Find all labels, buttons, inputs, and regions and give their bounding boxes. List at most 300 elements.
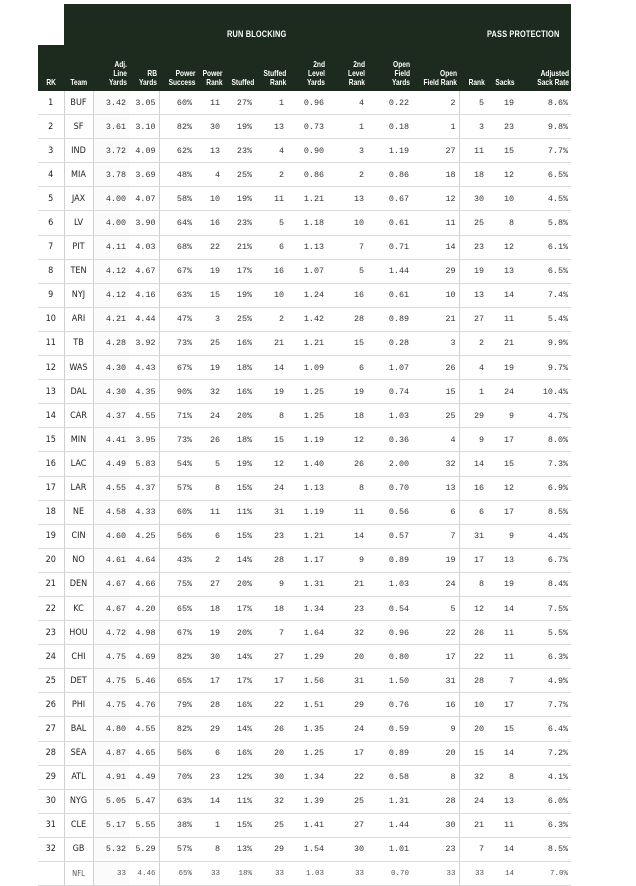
2nd-level-yards-cell: 1.40 [287,452,327,476]
2nd-level-rank-cell: 33 [327,862,367,886]
power-rank-cell: 14 [195,789,223,813]
power-success-cell: 75% [159,572,195,596]
adjusted-sack-rate-cell: 6.4% [517,717,571,741]
open-field-rank-cell: 6 [412,500,459,524]
power-success-cell: 79% [159,693,195,717]
2nd-level-yards-cell: 0.86 [287,163,327,187]
rank-cell: 5 [38,187,64,211]
adj-line-yards-cell: 3.78 [93,163,129,187]
adj-line-yards-cell: 4.30 [93,356,129,380]
open-field-rank-cell: 25 [412,404,459,428]
col-header-2nd-level-rank[interactable]: 2nd Level Rank [327,45,367,91]
2nd-level-rank-cell: 8 [327,476,367,500]
power-success-cell: 38% [159,813,195,837]
adj-line-yards-cell: 3.61 [93,115,129,139]
rank-cell: 13 [38,380,64,404]
stuffed-cell: 16% [223,693,255,717]
2nd-level-yards-cell: 1.34 [287,765,327,789]
adjusted-sack-rate-cell: 7.0% [517,862,571,886]
rb-yards-cell: 4.46 [129,862,159,886]
power-rank-cell: 2 [195,548,223,572]
sacks-cell: 11 [487,621,517,645]
rank-cell: 18 [38,500,64,524]
open-field-rank-cell: 9 [412,717,459,741]
open-field-rank-cell: 7 [412,524,459,548]
adjusted-sack-rate-cell: 7.3% [517,452,571,476]
table-row [38,356,571,380]
adjusted-sack-rate-cell: 6.3% [517,813,571,837]
open-field-yards-cell: 0.80 [367,645,412,669]
rb-yards-cell: 4.55 [129,717,159,741]
pass-rank-cell: 13 [459,283,487,307]
power-success-cell: 62% [159,139,195,163]
rb-yards-cell: 3.95 [129,428,159,452]
2nd-level-rank-cell: 2 [327,163,367,187]
power-success-cell: 67% [159,356,195,380]
rb-yards-cell: 4.64 [129,548,159,572]
col-header-pass-rank[interactable]: Rank [459,45,487,91]
2nd-level-rank-cell: 4 [327,91,367,115]
2nd-level-rank-cell: 3 [327,139,367,163]
rb-yards-cell: 3.69 [129,163,159,187]
rank-cell: 8 [38,259,64,283]
team-cell: CIN [64,524,93,548]
sacks-cell: 14 [487,596,517,620]
table-row [38,235,571,259]
team-cell: LAR [64,476,93,500]
open-field-yards-cell: 1.03 [367,572,412,596]
2nd-level-rank-cell: 12 [327,428,367,452]
2nd-level-yards-cell: 0.90 [287,139,327,163]
team-cell: CLE [64,813,93,837]
adj-line-yards-cell: 4.41 [93,428,129,452]
stuffed-cell: 14% [223,645,255,669]
power-success-cell: 63% [159,283,195,307]
power-rank-cell: 19 [195,259,223,283]
sacks-cell: 13 [487,548,517,572]
open-field-yards-cell: 0.89 [367,741,412,765]
adj-line-yards-cell: 4.75 [93,645,129,669]
rank-cell: 7 [38,235,64,259]
sacks-cell: 12 [487,163,517,187]
stuffed-rank-cell: 20 [255,741,287,765]
adj-line-yards-cell: 4.67 [93,572,129,596]
power-rank-cell: 19 [195,621,223,645]
open-field-yards-cell: 1.44 [367,813,412,837]
open-field-yards-cell: 0.18 [367,115,412,139]
2nd-level-rank-cell: 15 [327,331,367,355]
open-field-rank-cell: 11 [412,211,459,235]
2nd-level-rank-cell: 29 [327,693,367,717]
adjusted-sack-rate-cell: 9.7% [517,356,571,380]
adjusted-sack-rate-cell: 8.6% [517,91,571,115]
col-header-stuffed[interactable]: Stuffed [223,45,255,91]
2nd-level-yards-cell: 1.34 [287,596,327,620]
open-field-yards-cell: 0.86 [367,163,412,187]
pass-rank-cell: 6 [459,500,487,524]
team-cell: NYJ [64,283,93,307]
2nd-level-rank-cell: 14 [327,524,367,548]
rank-cell: 6 [38,211,64,235]
pass-rank-cell: 26 [459,621,487,645]
2nd-level-yards-cell: 1.54 [287,837,327,861]
adjusted-sack-rate-cell: 8.5% [517,500,571,524]
rank-cell: 29 [38,765,64,789]
open-field-rank-cell: 17 [412,645,459,669]
2nd-level-yards-cell: 1.39 [287,789,327,813]
power-rank-cell: 19 [195,356,223,380]
sacks-cell: 7 [487,669,517,693]
col-header-power-rank[interactable]: Power Rank [195,45,223,91]
rb-yards-cell: 4.09 [129,139,159,163]
open-field-rank-cell: 28 [412,789,459,813]
col-header-2nd-level-yards[interactable]: 2nd Level Yards [287,45,327,91]
adj-line-yards-cell: 5.05 [93,789,129,813]
rank-cell: 11 [38,331,64,355]
stuffed-rank-cell: 2 [255,163,287,187]
pass-rank-cell: 5 [459,91,487,115]
rb-yards-cell: 4.20 [129,596,159,620]
2nd-level-rank-cell: 5 [327,259,367,283]
col-header-rank[interactable]: RK [38,45,64,91]
stuffed-rank-cell: 28 [255,548,287,572]
open-field-rank-cell: 20 [412,741,459,765]
stuffed-cell: 12% [223,765,255,789]
power-success-cell: 68% [159,235,195,259]
stuffed-rank-cell: 15 [255,428,287,452]
table-row [38,500,571,524]
sacks-cell: 24 [487,380,517,404]
open-field-rank-cell: 21 [412,307,459,331]
open-field-yards-cell: 0.58 [367,765,412,789]
2nd-level-yards-cell: 1.42 [287,307,327,331]
open-field-rank-cell: 15 [412,380,459,404]
stuffed-rank-cell: 14 [255,356,287,380]
power-success-cell: 71% [159,404,195,428]
stuffed-cell: 18% [223,428,255,452]
adjusted-sack-rate-cell: 8.5% [517,837,571,861]
power-rank-cell: 11 [195,91,223,115]
table-row [38,789,571,813]
2nd-level-yards-cell: 1.09 [287,356,327,380]
adjusted-sack-rate-cell: 5.8% [517,211,571,235]
team-cell: KC [64,596,93,620]
team-cell: CAR [64,404,93,428]
2nd-level-rank-cell: 32 [327,621,367,645]
2nd-level-rank-cell: 28 [327,307,367,331]
table-row [38,813,571,837]
sacks-cell: 19 [487,356,517,380]
table-row [38,693,571,717]
stuffed-rank-cell: 13 [255,115,287,139]
rb-yards-cell: 3.10 [129,115,159,139]
2nd-level-rank-cell: 17 [327,741,367,765]
team-cell: BUF [64,91,93,115]
team-cell: CHI [64,645,93,669]
2nd-level-rank-cell: 30 [327,837,367,861]
sacks-cell: 11 [487,307,517,331]
power-rank-cell: 18 [195,596,223,620]
rb-yards-cell: 5.46 [129,669,159,693]
adj-line-yards-cell: 4.61 [93,548,129,572]
open-field-yards-cell: 1.19 [367,139,412,163]
team-cell: NYG [64,789,93,813]
col-header-open-field-rank[interactable]: Open Field Rank [412,45,459,91]
team-cell: BAL [64,717,93,741]
open-field-yards-cell: 0.28 [367,331,412,355]
sacks-cell: 14 [487,741,517,765]
power-rank-cell: 24 [195,404,223,428]
2nd-level-rank-cell: 16 [327,283,367,307]
team-cell: WAS [64,356,93,380]
stuffed-rank-cell: 21 [255,331,287,355]
power-rank-cell: 17 [195,669,223,693]
power-success-cell: 82% [159,645,195,669]
rank-cell: 21 [38,572,64,596]
power-success-cell: 60% [159,500,195,524]
table-row [38,283,571,307]
open-field-rank-cell: 13 [412,476,459,500]
power-success-cell: 64% [159,211,195,235]
team-cell: HOU [64,621,93,645]
rank-cell: 17 [38,476,64,500]
2nd-level-yards-cell: 1.31 [287,572,327,596]
table-row [38,645,571,669]
adjusted-sack-rate-cell: 6.3% [517,645,571,669]
2nd-level-yards-cell: 1.19 [287,428,327,452]
2nd-level-rank-cell: 7 [327,235,367,259]
stuffed-rank-cell: 9 [255,572,287,596]
stuffed-cell: 19% [223,115,255,139]
open-field-rank-cell: 19 [412,548,459,572]
open-field-yards-cell: 0.96 [367,621,412,645]
stuffed-cell: 15% [223,813,255,837]
open-field-yards-cell: 1.31 [367,789,412,813]
stuffed-cell: 25% [223,307,255,331]
open-field-yards-cell: 0.70 [367,862,412,886]
team-cell: PHI [64,693,93,717]
rb-yards-cell: 4.76 [129,693,159,717]
2nd-level-yards-cell: 1.56 [287,669,327,693]
team-cell: NE [64,500,93,524]
pass-rank-cell: 19 [459,259,487,283]
power-rank-cell: 27 [195,572,223,596]
adj-line-yards-cell: 4.80 [93,717,129,741]
open-field-rank-cell: 3 [412,331,459,355]
pass-rank-cell: 8 [459,572,487,596]
pass-rank-cell: 1 [459,380,487,404]
rb-yards-cell: 3.90 [129,211,159,235]
rb-yards-cell: 4.33 [129,500,159,524]
sacks-cell: 13 [487,789,517,813]
pass-rank-cell: 12 [459,596,487,620]
2nd-level-yards-cell: 1.64 [287,621,327,645]
adj-line-yards-cell: 4.11 [93,235,129,259]
2nd-level-rank-cell: 25 [327,789,367,813]
sacks-cell: 9 [487,524,517,548]
power-success-cell: 57% [159,837,195,861]
sacks-cell: 12 [487,476,517,500]
team-cell: IND [64,139,93,163]
open-field-yards-cell: 0.56 [367,500,412,524]
rb-yards-cell: 4.67 [129,259,159,283]
open-field-yards-cell: 0.22 [367,91,412,115]
adj-line-yards-cell: 4.55 [93,476,129,500]
rank-cell: 23 [38,621,64,645]
table-row [38,380,571,404]
col-header-adjusted-sack-rate[interactable]: Adjusted Sack Rate [517,45,571,91]
table-body [38,91,571,886]
power-success-cell: 48% [159,163,195,187]
col-header-adj-line-yards[interactable]: Adj. Line Yards [93,45,129,91]
open-field-rank-cell: 2 [412,91,459,115]
stuffed-rank-cell: 2 [255,307,287,331]
pass-rank-cell: 7 [459,837,487,861]
adj-line-yards-cell: 5.17 [93,813,129,837]
offensive-line-stats-table [38,45,571,886]
open-field-rank-cell: 24 [412,572,459,596]
col-header-power-success[interactable]: Power Success [159,45,195,91]
sacks-cell: 17 [487,500,517,524]
rank-cell: 4 [38,163,64,187]
pass-rank-cell: 14 [459,452,487,476]
power-success-cell: 90% [159,380,195,404]
power-success-cell: 47% [159,307,195,331]
power-success-cell: 58% [159,187,195,211]
stuffed-cell: 27% [223,91,255,115]
table-row [38,669,571,693]
team-cell: ATL [64,765,93,789]
team-cell: SF [64,115,93,139]
stuffed-cell: 18% [223,862,255,886]
stuffed-cell: 11% [223,500,255,524]
rank-cell: 1 [38,91,64,115]
stuffed-cell: 13% [223,837,255,861]
2nd-level-rank-cell: 27 [327,813,367,837]
rank-cell: 32 [38,837,64,861]
rank-cell: 14 [38,404,64,428]
team-cell: MIA [64,163,93,187]
adj-line-yards-cell: 4.58 [93,500,129,524]
2nd-level-rank-cell: 6 [327,356,367,380]
rank-cell: 20 [38,548,64,572]
table-row [38,139,571,163]
pass-rank-cell: 28 [459,669,487,693]
col-header-sacks[interactable]: Sacks [487,45,517,91]
table-row [38,548,571,572]
power-success-cell: 57% [159,476,195,500]
rb-yards-cell: 4.44 [129,307,159,331]
sacks-cell: 19 [487,572,517,596]
table-row [38,621,571,645]
rb-yards-cell: 3.05 [129,91,159,115]
stuffed-rank-cell: 27 [255,645,287,669]
pass-rank-cell: 29 [459,404,487,428]
2nd-level-yards-cell: 0.96 [287,91,327,115]
stuffed-cell: 16% [223,741,255,765]
2nd-level-yards-cell: 1.21 [287,524,327,548]
open-field-yards-cell: 0.61 [367,283,412,307]
team-cell: TB [64,331,93,355]
adjusted-sack-rate-cell: 6.0% [517,789,571,813]
2nd-level-rank-cell: 11 [327,500,367,524]
stuffed-rank-cell: 31 [255,500,287,524]
adjusted-sack-rate-cell: 7.2% [517,741,571,765]
col-header-stuffed-rank[interactable]: Stuffed Rank [255,45,287,91]
stuffed-cell: 18% [223,356,255,380]
2nd-level-yards-cell: 1.21 [287,187,327,211]
power-success-cell: 65% [159,596,195,620]
stuffed-cell: 15% [223,476,255,500]
adjusted-sack-rate-cell: 6.1% [517,235,571,259]
open-field-yards-cell: 0.59 [367,717,412,741]
open-field-rank-cell: 31 [412,669,459,693]
stuffed-cell: 21% [223,235,255,259]
power-success-cell: 82% [159,717,195,741]
2nd-level-rank-cell: 21 [327,572,367,596]
adjusted-sack-rate-cell: 4.1% [517,765,571,789]
open-field-yards-cell: 0.54 [367,596,412,620]
adj-line-yards-cell: 4.21 [93,307,129,331]
sacks-cell: 21 [487,331,517,355]
rank-cell: 16 [38,452,64,476]
2nd-level-yards-cell: 1.03 [287,862,327,886]
power-rank-cell: 23 [195,765,223,789]
col-header-rb-yards[interactable]: RB Yards [129,45,159,91]
sacks-cell: 9 [487,404,517,428]
open-field-rank-cell: 4 [412,428,459,452]
header-row [38,45,571,91]
rank-cell [38,862,64,886]
power-rank-cell: 25 [195,331,223,355]
stuffed-cell: 19% [223,452,255,476]
rank-cell: 30 [38,789,64,813]
2nd-level-yards-cell: 1.41 [287,813,327,837]
team-cell: DEN [64,572,93,596]
col-header-team[interactable]: Team [64,45,93,91]
open-field-rank-cell: 26 [412,356,459,380]
power-success-cell: 73% [159,428,195,452]
stuffed-cell: 23% [223,211,255,235]
table-row [38,428,571,452]
stuffed-rank-cell: 33 [255,862,287,886]
adjusted-sack-rate-cell: 7.4% [517,283,571,307]
stuffed-cell: 19% [223,187,255,211]
sacks-cell: 11 [487,645,517,669]
pass-rank-cell: 27 [459,307,487,331]
team-cell: LAC [64,452,93,476]
column-group-banner [64,4,571,45]
pass-rank-cell: 4 [459,356,487,380]
table-row [38,596,571,620]
open-field-rank-cell: 5 [412,596,459,620]
pass-rank-cell: 32 [459,765,487,789]
col-header-open-field-yards[interactable]: Open Field Yards [367,45,412,91]
run-blocking-group-label: RUN BLOCKING [227,29,287,39]
open-field-rank-cell: 12 [412,187,459,211]
2nd-level-yards-cell: 1.51 [287,693,327,717]
stuffed-cell: 25% [223,163,255,187]
stuffed-rank-cell: 26 [255,717,287,741]
pass-rank-cell: 10 [459,693,487,717]
pass-rank-cell: 33 [459,862,487,886]
open-field-rank-cell: 23 [412,837,459,861]
open-field-yards-cell: 1.07 [367,356,412,380]
adjusted-sack-rate-cell: 10.4% [517,380,571,404]
rank-cell: 24 [38,645,64,669]
adj-line-yards-cell: 4.12 [93,259,129,283]
open-field-rank-cell: 29 [412,259,459,283]
